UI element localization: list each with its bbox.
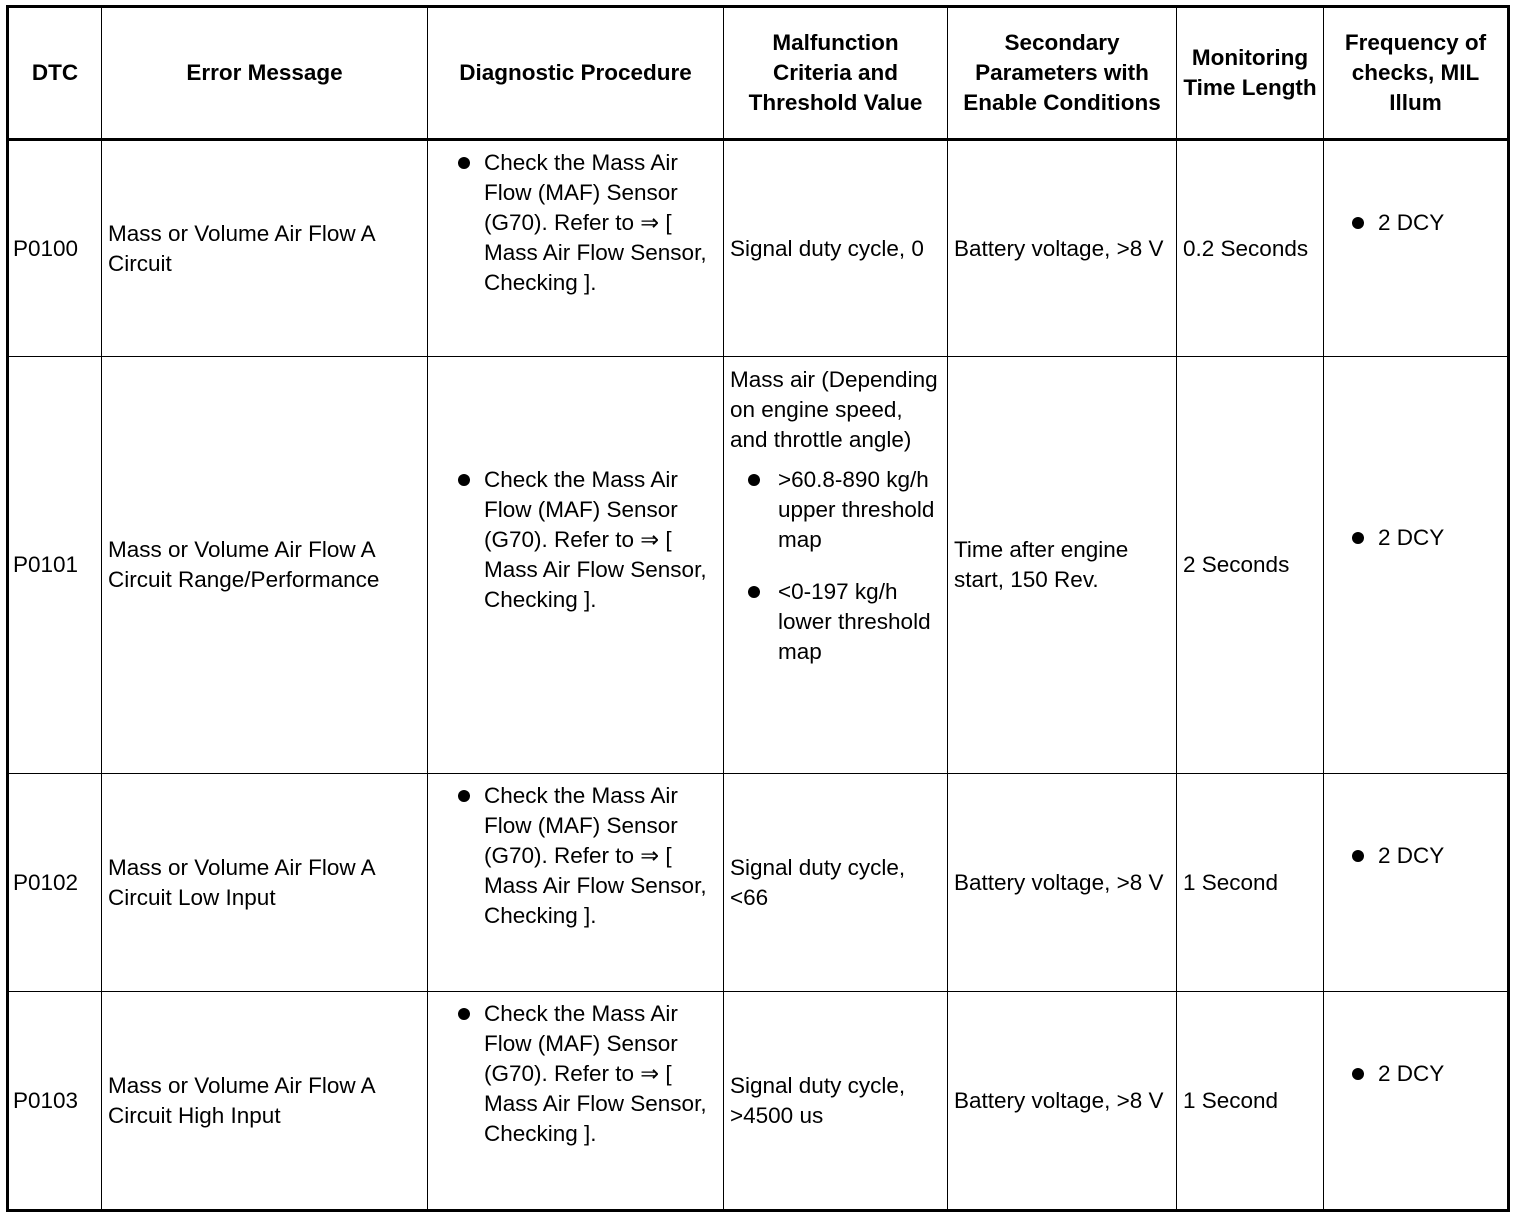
dtc-code: P0100 xyxy=(8,140,102,357)
error-message: Mass or Volume Air Flow A Circuit High Input xyxy=(102,992,428,1211)
malfunction-criteria xyxy=(724,357,948,774)
diagnostic-procedure xyxy=(428,774,724,992)
criteria-bullet: <0-197 kg/h lower threshold map xyxy=(730,577,941,667)
monitoring-time: 2 Seconds xyxy=(1177,357,1324,774)
table-row xyxy=(8,357,1509,774)
malfunction-criteria: Signal duty cycle, 0 xyxy=(724,140,948,357)
malfunction-criteria: Signal duty cycle, <66 xyxy=(724,774,948,992)
procedure-step: Check the Mass Air Flow (MAF) Sensor (G70). Refer to ⇒ [ Mass Air Flow Sensor, Checking ]. xyxy=(434,465,717,615)
frequency xyxy=(1324,774,1509,992)
error-message: Mass or Volume Air Flow A Circuit Low Input xyxy=(102,774,428,992)
diagnostic-procedure xyxy=(428,992,724,1211)
frequency-value: 2 DCY xyxy=(1330,523,1501,553)
header-monitoring-time: Monitoring Time Length xyxy=(1177,7,1324,140)
diagnostic-procedure xyxy=(428,140,724,357)
frequency xyxy=(1324,140,1509,357)
header-row xyxy=(8,7,1509,140)
secondary-parameters: Battery voltage, >8 V xyxy=(948,774,1177,992)
procedure-step: Check the Mass Air Flow (MAF) Sensor (G70). Refer to ⇒ [ Mass Air Flow Sensor, Checking ]. xyxy=(434,148,717,298)
frequency-value: 2 DCY xyxy=(1330,208,1501,238)
header-diagnostic-procedure: Diagnostic Procedure xyxy=(428,7,724,140)
header-error-message: Error Message xyxy=(102,7,428,140)
dtc-code: P0101 xyxy=(8,357,102,774)
table-row xyxy=(8,140,1509,357)
header-secondary-parameters: Secondary Parameters with Enable Conditions xyxy=(948,7,1177,140)
dtc-code: P0103 xyxy=(8,992,102,1211)
dtc-code: P0102 xyxy=(8,774,102,992)
monitoring-time: 1 Second xyxy=(1177,992,1324,1211)
table-row xyxy=(8,992,1509,1211)
secondary-parameters: Battery voltage, >8 V xyxy=(948,992,1177,1211)
table-row xyxy=(8,774,1509,992)
monitoring-time: 0.2 Seconds xyxy=(1177,140,1324,357)
frequency xyxy=(1324,992,1509,1211)
header-dtc: DTC xyxy=(8,7,102,140)
frequency-value: 2 DCY xyxy=(1330,1059,1501,1089)
criteria-text: Mass air (Depending on engine speed, and throttle angle) xyxy=(730,367,938,452)
procedure-step: Check the Mass Air Flow (MAF) Sensor (G70). Refer to ⇒ [ Mass Air Flow Sensor, Checking ]. xyxy=(434,999,717,1149)
procedure-step: Check the Mass Air Flow (MAF) Sensor (G70). Refer to ⇒ [ Mass Air Flow Sensor, Checking ]. xyxy=(434,781,717,931)
header-frequency: Frequency of checks, MIL Illum xyxy=(1324,7,1509,140)
frequency xyxy=(1324,357,1509,774)
dtc-table xyxy=(6,5,1510,1212)
secondary-parameters: Time after engine start, 150 Rev. xyxy=(948,357,1177,774)
header-malfunction-criteria: Malfunction Criteria and Threshold Value xyxy=(724,7,948,140)
frequency-value: 2 DCY xyxy=(1330,841,1501,871)
malfunction-criteria: Signal duty cycle, >4500 us xyxy=(724,992,948,1211)
criteria-bullet: >60.8-890 kg/h upper threshold map xyxy=(730,465,941,555)
diagnostic-procedure xyxy=(428,357,724,774)
monitoring-time: 1 Second xyxy=(1177,774,1324,992)
error-message: Mass or Volume Air Flow A Circuit xyxy=(102,140,428,357)
error-message: Mass or Volume Air Flow A Circuit Range/Performance xyxy=(102,357,428,774)
secondary-parameters: Battery voltage, >8 V xyxy=(948,140,1177,357)
